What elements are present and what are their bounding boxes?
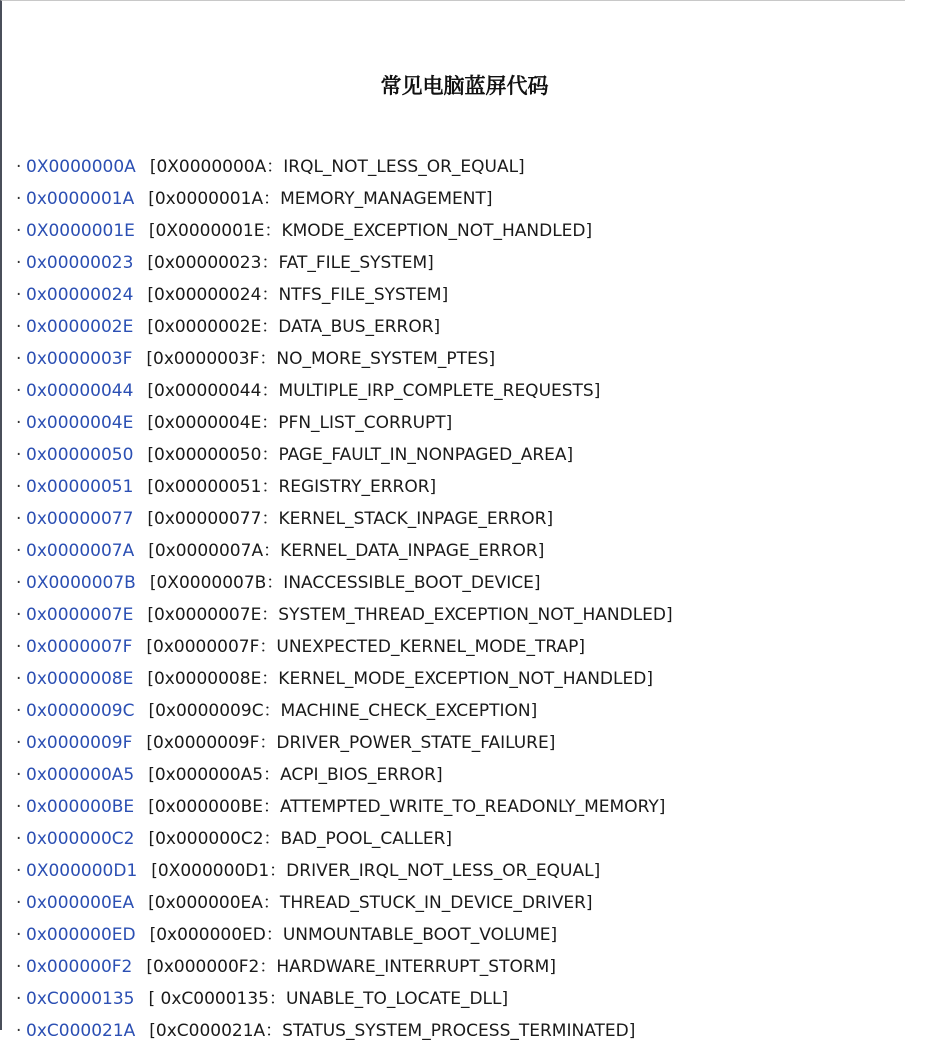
error-code-description: [0x000000C2：BAD_POOL_CALLER]	[148, 829, 453, 849]
error-code-description: [0x000000EA：THREAD_STUCK_IN_DEVICE_DRIVER]	[148, 893, 593, 913]
list-item	[16, 503, 673, 535]
error-code-description: [0x0000009C：MACHINE_CHECK_EXCEPTION]	[148, 701, 538, 721]
list-item	[16, 887, 673, 919]
bullet-dot: ·	[16, 157, 22, 177]
error-code-link[interactable]: 0x000000BE	[26, 797, 135, 817]
list-item	[16, 823, 673, 855]
bullet-dot: ·	[16, 189, 22, 209]
error-code-description: [0x00000050：PAGE_FAULT_IN_NONPAGED_AREA]	[147, 445, 574, 465]
bullet-dot: ·	[16, 605, 22, 625]
error-code-description: [0X0000001E：KMODE_EXCEPTION_NOT_HANDLED]	[148, 221, 593, 241]
bullet-dot: ·	[16, 317, 22, 337]
list-item	[16, 471, 673, 503]
error-code-description: [0x000000ED：UNMOUNTABLE_BOOT_VOLUME]	[149, 925, 558, 945]
list-item	[16, 151, 673, 183]
error-code-description: [0X0000007B：INACCESSIBLE_BOOT_DEVICE]	[149, 573, 541, 593]
error-code-link[interactable]: 0x0000007A	[26, 541, 135, 561]
error-code-link[interactable]: 0x0000002E	[26, 317, 134, 337]
bullet-dot: ·	[16, 509, 22, 529]
list-item	[16, 631, 673, 663]
list-item	[16, 279, 673, 311]
bullet-dot: ·	[16, 253, 22, 273]
list-item	[16, 407, 673, 439]
bullet-dot: ·	[16, 637, 22, 657]
error-code-description: [0xC000021A：STATUS_SYSTEM_PROCESS_TERMINATED]	[149, 1021, 636, 1041]
error-code-link[interactable]: 0xC000021A	[26, 1021, 136, 1041]
bullet-dot: ·	[16, 349, 22, 369]
bullet-dot: ·	[16, 829, 22, 849]
bullet-dot: ·	[16, 573, 22, 593]
error-code-link[interactable]: 0xC0000135	[26, 989, 135, 1009]
error-code-link[interactable]: 0x000000ED	[26, 925, 136, 945]
list-item	[16, 439, 673, 471]
error-code-link[interactable]: 0x0000008E	[26, 669, 134, 689]
error-code-description: [0x0000001A：MEMORY_MANAGEMENT]	[148, 189, 493, 209]
error-code-description: [0x0000007A：KERNEL_DATA_INPAGE_ERROR]	[148, 541, 545, 561]
bullet-dot: ·	[16, 381, 22, 401]
error-code-link[interactable]: 0X0000000A	[26, 157, 136, 177]
error-code-link[interactable]: 0x0000001A	[26, 189, 135, 209]
error-code-description: [0x000000A5：ACPI_BIOS_ERROR]	[148, 765, 443, 785]
error-code-description: [ 0xC0000135：UNABLE_TO_LOCATE_DLL]	[148, 989, 509, 1009]
error-code-link[interactable]: 0X0000007B	[26, 573, 136, 593]
list-item	[16, 727, 673, 759]
bullet-dot: ·	[16, 541, 22, 561]
bullet-dot: ·	[16, 221, 22, 241]
list-item	[16, 951, 673, 983]
list-item	[16, 919, 673, 951]
error-code-description: [0x00000023：FAT_FILE_SYSTEM]	[147, 253, 434, 273]
error-code-description: [0x0000007E：SYSTEM_THREAD_EXCEPTION_NOT_HANDLED]	[147, 605, 673, 625]
error-code-link[interactable]: 0x000000A5	[26, 765, 135, 785]
bullet-dot: ·	[16, 669, 22, 689]
error-code-description: [0x00000051：REGISTRY_ERROR]	[147, 477, 437, 497]
error-code-description: [0x000000BE：ATTEMPTED_WRITE_TO_READONLY_MEMORY]	[148, 797, 666, 817]
bullet-dot: ·	[16, 893, 22, 913]
list-item	[16, 215, 673, 247]
error-code-description: [0x0000007F：UNEXPECTED_KERNEL_MODE_TRAP]	[146, 637, 586, 657]
list-item	[16, 695, 673, 727]
bullet-dot: ·	[16, 957, 22, 977]
error-code-description: [0X0000000A：IRQL_NOT_LESS_OR_EQUAL]	[149, 157, 525, 177]
error-code-link[interactable]: 0x0000003F	[26, 349, 133, 369]
bullet-dot: ·	[16, 765, 22, 785]
list-item	[16, 535, 673, 567]
bullet-dot: ·	[16, 701, 22, 721]
error-code-description: [0x0000002E：DATA_BUS_ERROR]	[147, 317, 441, 337]
list-item	[16, 343, 673, 375]
list-item	[16, 247, 673, 279]
error-code-link[interactable]: 0x00000044	[26, 381, 134, 401]
bullet-dot: ·	[16, 797, 22, 817]
error-code-link[interactable]: 0x00000024	[26, 285, 134, 305]
bullet-dot: ·	[16, 285, 22, 305]
error-code-link[interactable]: 0x000000C2	[26, 829, 135, 849]
bsod-code-list	[16, 151, 673, 1047]
bullet-dot: ·	[16, 733, 22, 753]
error-code-link[interactable]: 0x0000007F	[26, 637, 133, 657]
list-item	[16, 663, 673, 695]
error-code-link[interactable]: 0x000000EA	[26, 893, 135, 913]
error-code-link[interactable]: 0x00000077	[26, 509, 134, 529]
error-code-description: [0x0000009F：DRIVER_POWER_STATE_FAILURE]	[146, 733, 556, 753]
list-item	[16, 855, 673, 887]
error-code-link[interactable]: 0x0000009C	[26, 701, 135, 721]
bullet-dot: ·	[16, 989, 22, 1009]
list-item	[16, 983, 673, 1015]
error-code-link[interactable]: 0X0000001E	[26, 221, 135, 241]
list-item	[16, 567, 673, 599]
error-code-link[interactable]: 0x00000050	[26, 445, 134, 465]
error-code-link[interactable]: 0X000000D1	[26, 861, 138, 881]
bullet-dot: ·	[16, 861, 22, 881]
list-item	[16, 759, 673, 791]
error-code-description: [0x00000077：KERNEL_STACK_INPAGE_ERROR]	[147, 509, 554, 529]
error-code-description: [0x00000024：NTFS_FILE_SYSTEM]	[147, 285, 449, 305]
error-code-link[interactable]: 0x0000004E	[26, 413, 134, 433]
error-code-link[interactable]: 0x00000051	[26, 477, 134, 497]
page-title: 常见电脑蓝屏代码	[380, 74, 549, 98]
error-code-description: [0x000000F2：HARDWARE_INTERRUPT_STORM]	[146, 957, 556, 977]
bullet-dot: ·	[16, 925, 22, 945]
error-code-description: [0X000000D1：DRIVER_IRQL_NOT_LESS_OR_EQUAL]	[151, 861, 601, 881]
bullet-dot: ·	[16, 445, 22, 465]
list-item	[16, 311, 673, 343]
list-item	[16, 375, 673, 407]
list-item	[16, 1015, 673, 1047]
error-code-link[interactable]: 0x0000009F	[26, 733, 133, 753]
error-code-description: [0x0000008E：KERNEL_MODE_EXCEPTION_NOT_HANDLED]	[147, 669, 653, 689]
error-code-description: [0x0000003F：NO_MORE_SYSTEM_PTES]	[146, 349, 496, 369]
error-code-description: [0x0000004E：PFN_LIST_CORRUPT]	[147, 413, 453, 433]
list-item	[16, 183, 673, 215]
error-code-link[interactable]: 0x000000F2	[26, 957, 133, 977]
list-item	[16, 599, 673, 631]
error-code-link[interactable]: 0x00000023	[26, 253, 134, 273]
list-item	[16, 791, 673, 823]
bullet-dot: ·	[16, 477, 22, 497]
bullet-dot: ·	[16, 1021, 22, 1041]
error-code-link[interactable]: 0x0000007E	[26, 605, 134, 625]
error-code-description: [0x00000044：MULTIPLE_IRP_COMPLETE_REQUESTS]	[147, 381, 601, 401]
bullet-dot: ·	[16, 413, 22, 433]
